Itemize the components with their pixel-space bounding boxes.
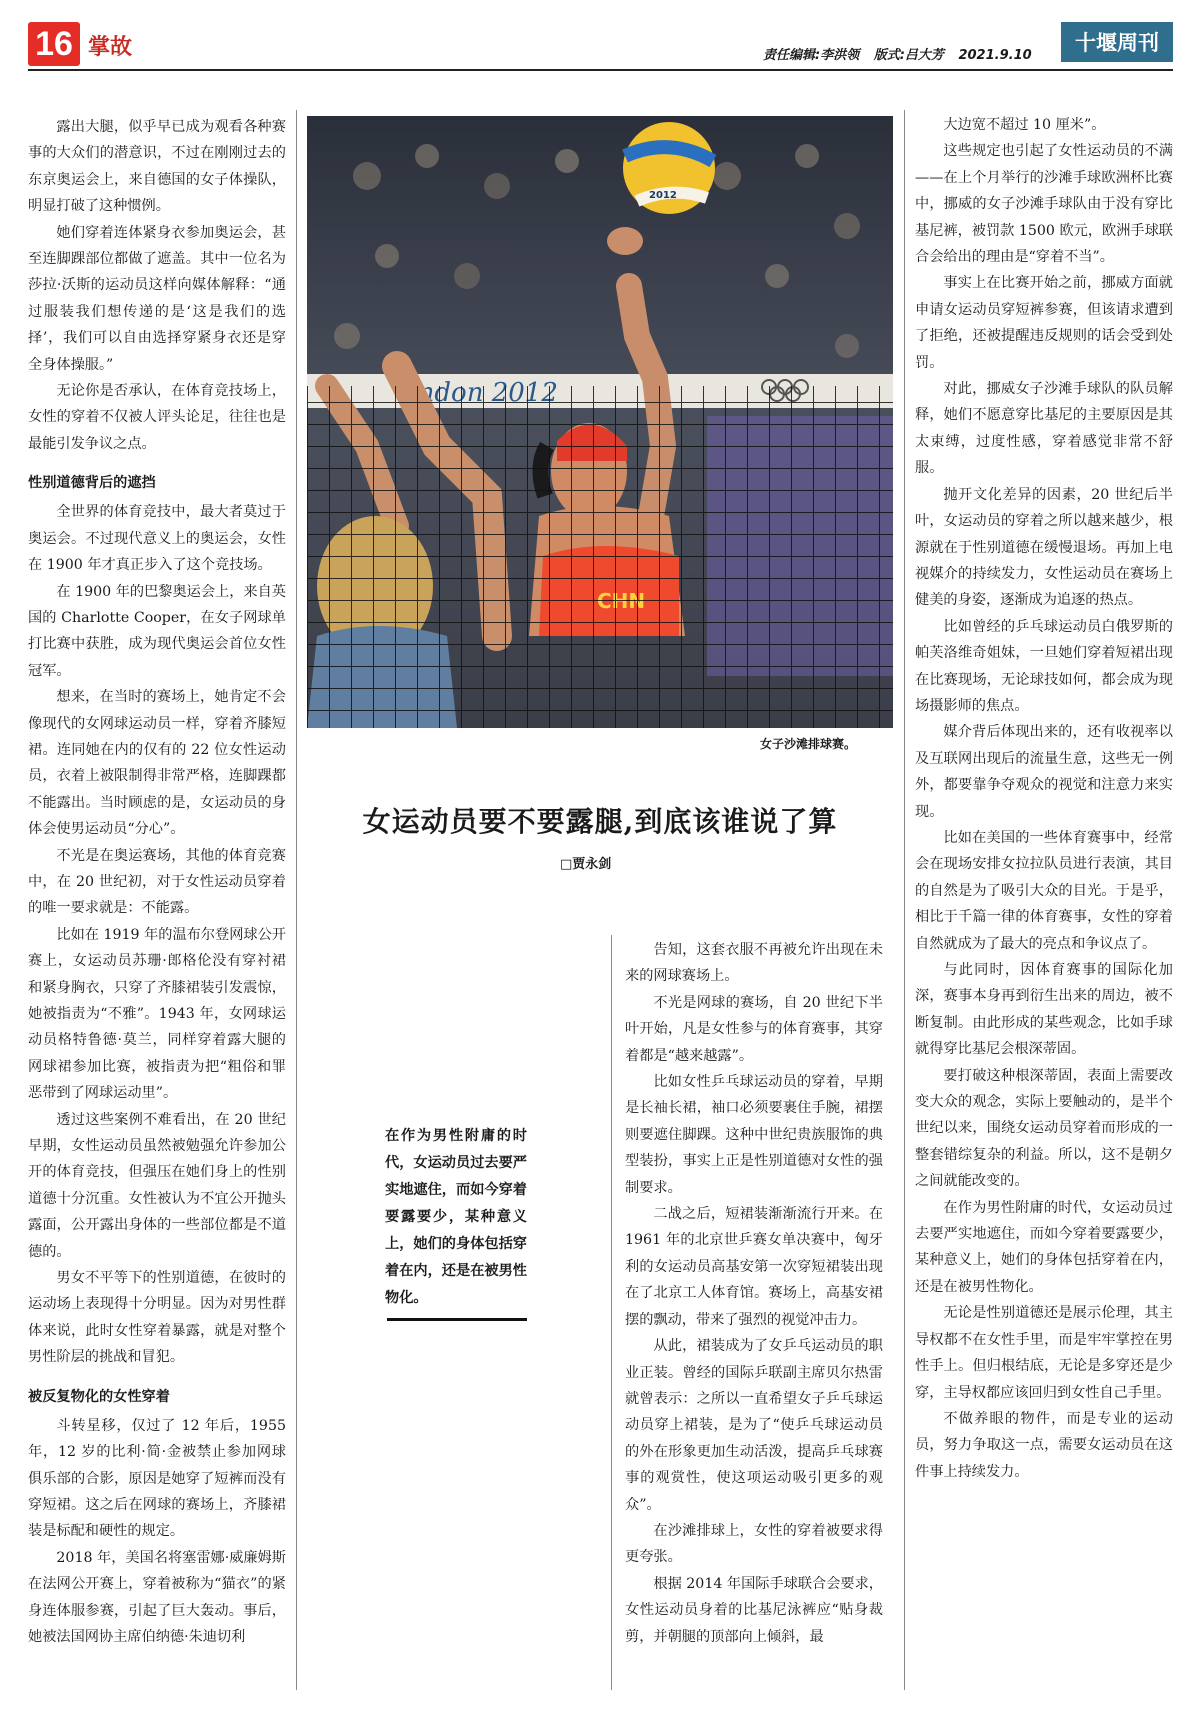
paragraph: 斗转星移，仅过了 12 年后，1955 年，12 岁的比利·简·金被禁止参加网球俱乐部的合影，原因是她穿了短裤而没有穿短裙。这之后在网球的赛场上，齐膝裙装是标配和硬性的规定。 bbox=[28, 1417, 286, 1540]
paragraph: 在 1900 年的巴黎奥运会上，来自英国的 Charlotte Cooper，在女子网球单打比赛中获胜，成为现代奥运会首位女性冠军。 bbox=[28, 583, 286, 679]
right-column bbox=[915, 112, 1173, 1485]
paragraph: 不光是网球的赛场，自 20 世纪下半叶开始，凡是女性参与的体育赛事，其穿着都是“越来越露”。 bbox=[625, 994, 883, 1064]
masthead-logo: 十堰周刊 bbox=[1061, 22, 1173, 62]
paragraph: 全世界的体育竞技中，最大者莫过于奥运会。不过现代意义上的奥运会，女性在 1900 年才真正步入了这个竞技场。 bbox=[28, 504, 286, 574]
article-headline: 女运动员要不要露腿,到底该谁说了算 bbox=[362, 805, 838, 838]
paragraph: 比如女性乒乓球运动员的穿着，早期是长袖长裙，袖口必须要裹住手腕，裙摆则要遮住脚踝。这种中世纪贵族服饰的典型装扮，事实上正是性别道德对女性的强制要求。 bbox=[625, 1074, 883, 1196]
photo-caption: 女子沙滩排球赛。 bbox=[760, 737, 857, 751]
page-header bbox=[28, 22, 1173, 70]
page-number: 16 bbox=[28, 22, 80, 66]
layout-name: 版式:吕大芳 bbox=[873, 48, 944, 63]
paragraph: 比如曾经的乒乓球运动员白俄罗斯的帕芙洛维奇姐妹，一旦她们穿着短裙出现在比赛现场，无论球技如何，都会成为现场摄影师的焦点。 bbox=[915, 618, 1173, 714]
column-divider bbox=[904, 110, 905, 1690]
paragraph: 对此，挪威女子沙滩手球队的队员解释，她们不愿意穿比基尼的主要原因是其太束缚，过度性感，穿着感觉非常不舒服。 bbox=[915, 381, 1173, 477]
column-divider bbox=[296, 110, 297, 1690]
paragraph: 告知，这套衣服不再被允许出现在未来的网球赛场上。 bbox=[625, 942, 883, 985]
paragraph: 从此，裙装成为了女乒乓运动员的职业正装。曾经的国际乒联副主席贝尔热雷就曾表示：之所以一直希望女子乒乓球运动员穿上裙装，是为了“使乒乓球运动员的外在形象更加生动活泼，提高乒乓球赛事的观赏性，使这项运动吸引更多的观众”。 bbox=[625, 1338, 883, 1513]
paragraph: 透过这些案例不难看出，在 20 世纪早期，女性运动员虽然被勉强允许参加公开的体育竞技，但强压在她们身上的性别道德十分沉重。女性被认为不宜公开抛头露面，公开露出身体的一些部位都是不道德的。 bbox=[28, 1111, 286, 1260]
paragraph: 大边宽不超过 10 厘米”。 bbox=[943, 117, 1106, 133]
editor-name: 责任编辑:李洪领 bbox=[763, 48, 860, 63]
paragraph: 露出大腿，似乎早已成为观看各种赛事的大众们的潜意识，不过在刚刚过去的东京奥运会上，来自德国的女子体操队，明显打破了这种惯例。 bbox=[28, 119, 286, 215]
editor-credits bbox=[763, 44, 1042, 63]
paragraph: 要打破这种根深蒂固，表面上需要改变大众的观念，实际上要触动的，是半个世纪以来，围绕女运动员穿着而形成的一整套错综复杂的利益。所以，这不是朝夕之间就能改变的。 bbox=[915, 1067, 1173, 1190]
paragraph: 根据 2014 年国际手球联合会要求，女性运动员身着的比基尼泳裤应“贴身裁剪，并朝腿的顶部向上倾斜，最 bbox=[625, 1575, 883, 1645]
paragraph: 在作为男性附庸的时代，女运动员过去要严实地遮住，而如今穿着要露要少，某种意义上，她们的身体包括穿着在内，还是在被男性物化。 bbox=[915, 1199, 1173, 1295]
paragraph: 不光是在奥运赛场，其他的体育竞赛中，在 20 世纪初，对于女性运动员穿着的唯一要求就是：不能露。 bbox=[28, 847, 286, 917]
paragraph: 事实上在比赛开始之前，挪威方面就申请女运动员穿短裤参赛，但该请求遭到了拒绝，还被提醒违反规则的话会受到处罚。 bbox=[915, 275, 1173, 371]
paragraph: 抛开文化差异的因素，20 世纪后半叶，女运动员的穿着之所以越来越少，根源就在于性别道德在缓慢退场。再加上电视媒介的持续发力，女性运动员在赛场上健美的身姿，逐渐成为追逐的热点。 bbox=[915, 486, 1173, 609]
paragraph: 二战之后，短裙装渐渐流行开来。在 1961 年的北京世乒赛女单决赛中，匈牙利的女运动员高基安第一次穿短裙装出现在了北京工人体育馆。赛场上，高基安裙摆的飘动，带来了强烈的视觉冲击力。 bbox=[625, 1206, 883, 1328]
column-divider bbox=[611, 935, 612, 1690]
article-byline: □贾永剑 bbox=[560, 857, 612, 872]
paragraph: 男女不平等下的性别道德，在彼时的运动场上表现得十分明显。因为对男性群体来说，此时女性穿着暴露，就是对整个男性阶层的挑战和冒犯。 bbox=[28, 1270, 286, 1366]
paragraph: 与此同时，因体育赛事的国际化加深，赛事本身再到衍生出来的周边，被不断复制。由此形成的某些观念，比如手球就得穿比基尼会根深蒂固。 bbox=[915, 962, 1173, 1058]
subheading: 性别道德背后的遮挡 bbox=[28, 475, 156, 492]
issue-date: 2021.9.10 bbox=[958, 48, 1032, 63]
header-rule bbox=[28, 69, 1173, 71]
paragraph: 这些规定也引起了女性运动员的不满——在上个月举行的沙滩手球欧洲杯比赛中，挪威的女子沙滩手球队由于没有穿比基尼裤，被罚款 1500 欧元，欧洲手球联合会给出的理由是“穿着不当”。 bbox=[915, 143, 1173, 266]
paragraph: 无论你是否承认，在体育竞技场上，女性的穿着不仅被人评头论足，往往也是最能引发争议之点。 bbox=[28, 383, 286, 452]
paragraph: 她们穿着连体紧身衣参加奥运会，甚至连脚踝部位都做了遮盖。其中一位名为莎拉·沃斯的运动员这样向媒体解释：“通过服装我们想传递的是‘这是我们的选择’，我们可以自由选择穿紧身衣还是穿全身体操服。” bbox=[28, 224, 286, 373]
ball-text: 2012 bbox=[649, 190, 677, 201]
paragraph: 2018 年，美国名将塞雷娜·威廉姆斯在法网公开赛上，穿着被称为“猫衣”的紧身连体服参赛，引起了巨大轰动。事后，她被法国网协主席伯纳德·朱迪切利 bbox=[28, 1549, 286, 1645]
paragraph: 媒介背后体现出来的，还有收视率以及互联网出现后的流量生意，这些无一例外，都要靠争夺观众的视觉和注意力来实现。 bbox=[915, 724, 1173, 820]
paragraph: 无论是性别道德还是展示伦理，其主导权都不在女性手里，而是牢牢掌控在男性手上。但归根结底，无论是多穿还是少穿，主导权都应该回归到女性自己手里。 bbox=[915, 1305, 1173, 1401]
pull-quote: 在作为男性附庸的时代，女运动员过去要严实地遮住，而如今穿着要露要少，某种意义上，她们的身体包括穿着在内，还是在被男性物化。 bbox=[385, 1128, 527, 1306]
left-column bbox=[28, 114, 286, 1650]
paragraph: 不做养眼的物件，而是专业的运动员，努力争取这一点，需要女运动员在这件事上持续发力。 bbox=[915, 1410, 1173, 1480]
paragraph: 比如在美国的一些体育赛事中，经常会在现场安排女拉拉队员进行表演，其目的自然是为了吸引大众的目光。于是乎，相比于千篇一律的体育赛事，女性的穿着自然就成为了最大的亮点和争议点了。 bbox=[915, 829, 1173, 952]
paragraph: 想来，在当时的赛场上，她肯定不会像现代的女网球运动员一样，穿着齐膝短裙。连同她在内的仅有的 22 位女性运动员，衣着上被限制得非常严格，连脚踝都不能露出。当时顾虑的是，女运动员的身体会使男运动员“分心”。 bbox=[28, 689, 286, 838]
subheading: 被反复物化的女性穿着 bbox=[28, 1388, 170, 1405]
section-title: 掌故 bbox=[88, 35, 133, 60]
beach-volleyball-photo bbox=[307, 116, 893, 728]
paragraph: 比如在 1919 年的温布尔登网球公开赛上，女运动员苏珊·郎格伦没有穿衬裙和紧身胸衣，只穿了齐膝裙装引发震惊，她被指责为“不雅”。1943 年，女网球运动员格特鲁德·莫兰，同样穿着露大腿的网球裙参加比赛，被指责为把“粗俗和罪恶带到了网球运动里”。 bbox=[28, 926, 286, 1102]
middle-column bbox=[625, 937, 883, 1650]
paragraph: 在沙滩排球上，女性的穿着被要求得更夸张。 bbox=[625, 1522, 883, 1566]
pull-quote-rule bbox=[387, 1318, 527, 1321]
